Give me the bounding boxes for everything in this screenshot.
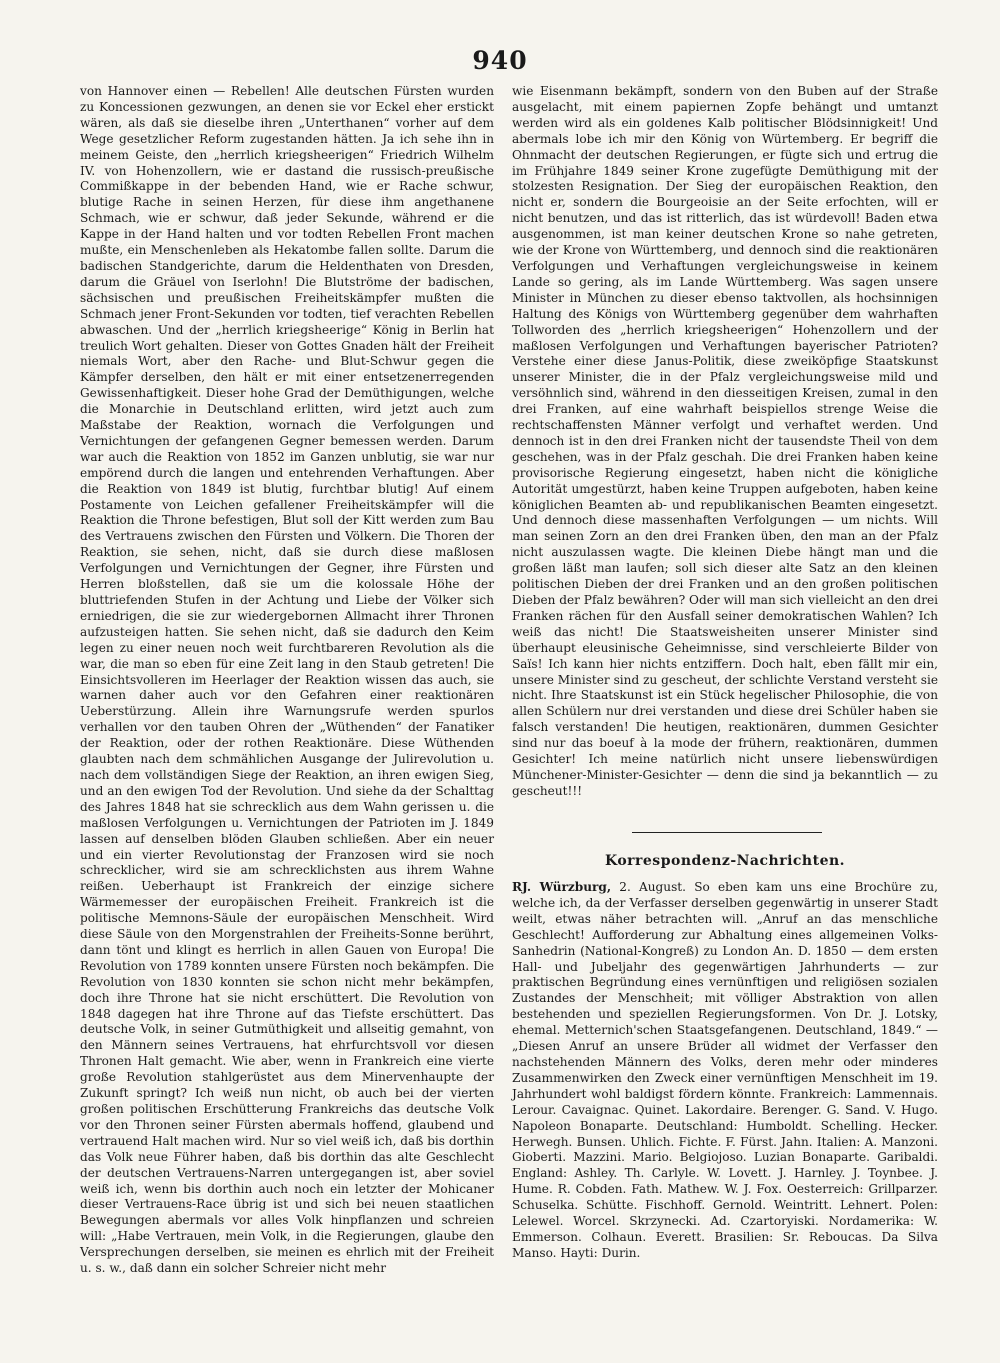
correspondence-article [512,880,938,1262]
page-number: 940 [472,46,528,75]
right-column-text: wie Eisenmann bekämpft, sondern von den Buben auf der Straße ausgelacht, mit einem papiernen Zopfe behängt und umtanzt werden wird als ein goldenes Kalb politischer Blödsinnigkeit! Und abermals lobe ich mir den König von Würtemberg. Er begriff die Ohnmacht der deutschen Regierungen, er fügte sich und ertrug die im Frühjahre 1849 seiner Krone zugefügte Demüthigung mit der stolzesten Resignation. Der Sieg der europäischen Reaktion, den nicht er, sondern die Bourgeoisie an der Seite erfochten, will er nicht benutzen, und das ist ritterlich, das ist würdevoll! Baden etwa ausgenommen, ist man keiner deutschen Krone so nahe getreten, wie der Krone von Württemberg, und dennoch sind die reaktionären Verfolgungen und Verhaftungen vergleichungsweise in keinem Lande so gering, als im Lande Württemberg. Was sagen unsere Minister in München zu dieser ebenso taktvollen, als hochsinnigen Haltung des Königs von Württemberg gegenüber dem wahrhaften Tollworden des „herrlich kriegsheerigen“ Hohenzollern und der maßlosen Verfolgungen und Verhaftungen bayerischer Patrioten? Verstehe einer diese Janus-Politik, diese zweiköpfige Staatskunst unserer Minister, die in der Pfalz vergleichungsweise mild und versöhnlich sind, während in den diesseitigen Kreisen, zumal in den drei Franken, auf eine wahrhaft beispiellos strenge Weise die rechtschaffensten Männer verfolgt und verhaftet werden. Und dennoch ist in den drei Franken nicht der tausendste Theil von dem geschehen, was in der Pfalz geschah. Die drei Franken haben keine provisorische Regierung eingesetzt, haben nicht die königliche Autorität umgestürzt, haben keine Truppen aufgeboten, haben keine königlichen Beamten ab- und republikanischen Beamten eingesetzt. Und dennoch diese massenhaften Verfolgungen — um nichts. Will man seinen Zorn an den drei Franken üben, den man an der Pfalz nicht auszulassen wagte. Die kleinen Diebe hängt man und die großen läßt man laufen; soll sich dieser alte Satz an den kleinen politischen Dieben der drei Franken und an den großen politischen Dieben der Pfalz bewähren? Oder will man sich vielleicht an den drei Franken rächen für den Ausfall seiner demokratischen Wahlen? Ich weiß das nicht! Die Staatsweisheiten unserer Minister sind überhaupt eleusinische Geheimnisse, sind verschleierte Bilder von Saïs! Ich kann hier nichts entziffern. Doch halt, eben fällt mir ein, unsere Minister sind zu gescheut, der schlichte Verstand versteht sie nicht. Ihre Staatskunst ist ein Stück hegelischer Philosophie, die von allen Schülern nur drei verstanden und diese drei Schüler haben sie falsch verstanden! Die heutigen, reaktionären, dummen Gesichter sind nur das boeuf à la mode der frühern, reaktionären, dummen Gesichter! Ich meine natürlich nicht unsere liebenswürdigen Münchener-Minister-Gesichter — denn die sind ja bekanntlich — zu gescheut!!! [512,84,938,798]
left-column [80,84,494,1277]
correspondence-text: 2. August. So eben kam uns eine Brochüre zu, welche ich, da der Verfasser derselben gegenwärtig in unserer Stadt weilt, etwas näher betrachten will. „Anruf an das menschliche Geschlecht! Aufforderung zur Abhaltung eines allgemeinen Volks-Sanhedrin (National-Kongreß) zu London An. D. 1850 — dem ersten Hall- und Jubeljahr des gegenwärtigen Jahrhunderts — zur praktischen Begründung eines vernünftigen und religiösen sozialen Zustandes der Menschheit; mit völliger Abstraktion von allen bestehenden und speziellen Regierungsformen. Von Dr. J. Lotsky, ehemal. Metternich'schen Staatsgefangenen. Deutschland, 1849.“ — „Diesen Anruf an unsere Brüder all widmet der Verfasser den nachstehenden Männern des Volks, deren mehr oder minderes Zusammenwirken den Zweck einer vernünftigen Menschheit im 19. Jahrhundert wohl baldigst fördern könnte. Frankreich: Lammennais. Lerour. Cavaignac. Quinet. Lakordaire. Berenger. G. Sand. V. Hugo. Napoleon Bonaparte. Deutschland: Humboldt. Schelling. Hecker. Herwegh. Bunsen. Uhlich. Fichte. F. Fürst. Jahn. Italien: A. Manzoni. Gioberti. Mazzini. Mario. Belgiojoso. Luzian Bonaparte. Garibaldi. England: Ashley. Th. Carlyle. W. Lovett. J. Harnley. J. Toynbee. J. Hume. R. Cobden. Fath. Mathew. W. J. Fox. Oesterreich: Grillparzer. Schuselka. Schütte. Fischhoff. Gernold. Weintritt. Lehnert. Polen: Lelewel. Worcel. Skrzynecki. Ad. Czartoryiski. Nordamerika: W. Emmerson. Colhaun. Everett. Brasilien: Sr. Reboucas. Da Silva Manso. Hayti: Durin. [512,880,938,1260]
section-divider [632,832,822,833]
correspondence-dateline: RJ. Würzburg, [512,880,612,894]
left-column-text: von Hannover einen — Rebellen! Alle deutschen Fürsten wurden zu Koncessionen gezwungen, an denen sie vor Eckel eher erstickt wären, als daß sie dieselbe ihren „Unterthanen“ vorher auf dem Wege gesetzlicher Reform zugestanden hätten. Ja ich sehe ihn in meinem Geiste, den „herrlich kriegsheerigen“ Friedrich Wilhelm IV. von Hohenzollern, wie er dastand die russisch-preußische Commißkappe in der bebenden Hand, wie er Rache schwur, blutige Rache in seinen Herzen, für diese ihm angethanene Schmach, wie er schwur, daß jeder Sekunde, während er die Kappe in der Hand halten und vor todten Rebellen Front machen mußte, ein Menschenleben als Hekatombe fallen sollte. Darum die badischen Standgerichte, darum die Heldenthaten von Dresden, darum die Gräuel von Iserlohn! Die Blutströme der badischen, sächsischen und preußischen Freiheitskämpfer mußten die Schmach jener Front-Sekunden vor todten, tief verachten Rebellen abwaschen. Und der „herrlich kriegsheerige“ König in Berlin hat treulich Wort gehalten. Dieser von Gottes Gnaden hält der Freiheit niemals Wort, aber den Rache- und Blut-Schwur gegen die Kämpfer derselben, den hält er mit einer entsetzenerregenden Gewissenhaftigkeit. Dieser hohe Grad der Demüthigungen, welche die Monarchie in Deutschland erlitten, wird jetzt auch zum Maßstabe der Reaktion, wornach die Verfolgungen und Vernichtungen der gefangenen Gegner bemessen werden. Darum war auch die Reaktion von 1852 im Ganzen unblutig, sie war nur empörend durch die langen und entehrenden Verhaftungen. Aber die Reaktion von 1849 ist blutig, furchtbar blutig! Auf einem Postamente von Leichen gefallener Freiheitskämpfer will die Reaktion die Throne befestigen, Blut soll der Kitt werden zum Bau des Vertrauens zwischen den Fürsten und Völkern. Die Thoren der Reaktion, sie sehen, nicht, daß sie durch diese maßlosen Verfolgungen und Vernichtungen der Gegner, ihre Fürsten und Herren bloßstellen, daß sie um die kolossale Höhe der bluttriefenden Stufen in der Achtung und Liebe der Völker sich erniedrigen, die sie zur wiedergebornen Allmacht ihrer Thronen aufzusteigen hatten. Sie sehen nicht, daß sie dadurch den Keim legen zu einer neuen noch weit furchtbareren Revolution als die war, die man so eben für eine Zeit lang in den Staub getreten! Die Einsichtsvolleren im Heerlager der Reaktion wissen das auch, sie warnen daher auch vor den Gefahren einer reaktionären Ueberstürzung. Allein ihre Warnungsrufe werden spurlos verhallen vor den tauben Ohren der „Wüthenden“ der Fanatiker der Reaktion, oder der rothen Reaktionäre. Diese Wüthenden glaubten nach dem schmählichen Ausgange der Julirevolution u. nach dem vollständigen Siege der Reaktion, an ihren ewigen Sieg, und an den ewigen Tod der Revolution. Und siehe da der Schalttag des Jahres 1848 hat sie schrecklich aus dem Wahn gerissen u. die maßlosen Verfolgungen u. Vernichtungen der Patrioten im J. 1849 lassen auf denselben blöden Glauben schließen. Aber ein neuer und ein vierter Revolutionstag der Franzosen wird sie noch schrecklicher, wird sie am schrecklichsten aus ihrem Wahne reißen. Ueberhaupt ist Frankreich der einzige sichere Wärmemesser der europäischen Freiheit. Frankreich ist die politische Memnons-Säule der europäischen Menschheit. Wird diese Säule von den Morgenstrahlen der Freiheits-Sonne berührt, dann tönt und klingt es herrlich in allen Gauen von Europa! Die Revolution von 1789 konnten unsere Fürsten noch bekämpfen. Die Revolution von 1830 konnten sie schon nicht mehr bekämpfen, doch ihre Throne hat sie nicht erschüttert. Die Revolution von 1848 dagegen hat ihre Throne auf das Tiefste erschüttert. Das deutsche Volk, in seiner Gutmüthigkeit und allseitig gemahnt, von den Männern seines Vertrauens, hat ehrfurchtsvoll vor diesen Thronen Halt gemacht. Wie aber, wenn in Frankreich eine vierte große Revolution stahlgerüstet aus dem Minervenhaupte der Zukunft springt? Ich weiß nun nicht, ob auch bei der vierten großen politischen Erschütterung Frankreichs das deutsche Volk vor den Thronen seiner Fürsten abermals hoffend, glaubend und vertrauend Halt machen wird. Nur so viel weiß ich, daß bis dorthin das Volk neue Führer haben, daß bis dorthin das alte Geschlecht der deutschen Vertrauens-Narren untergegangen ist, aber soviel weiß ich, wenn bis dorthin auch noch ein letzter der Mohicaner dieser Vertrauens-Race übrig ist und sich bei neuen staatlichen Bewegungen abermals vor alles Volk hinpflanzen und schreien will: „Habe Vertrauen, mein Volk, in die Regierungen, glaube den Versprechungen derselben, sie meinen es ehrlich mit der Freiheit u. s. w., daß dann ein solcher Schreier nicht mehr [80,84,494,1276]
section-heading: Korrespondenz-Nachrichten. [604,853,846,869]
right-column [512,84,938,800]
correspondence-paragraph [512,880,938,1262]
